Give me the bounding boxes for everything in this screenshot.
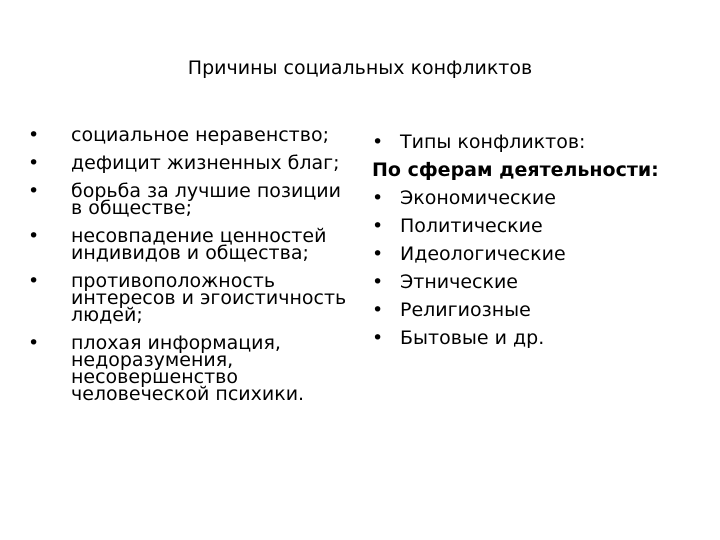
types-heading: • Типы конфликтов: — [372, 128, 717, 156]
slide-title: Причины социальных конфликтов — [187, 57, 533, 79]
cause-item: • несовпадение ценностей индивидов и общества; — [28, 228, 358, 262]
cause-item: • социальное неравенство; — [28, 127, 358, 144]
causes-list — [28, 124, 358, 414]
cause-item: • дефицит жизненных благ; — [28, 155, 358, 172]
type-item: • Идеологические — [372, 240, 717, 268]
cause-item: • борьба за лучшие позиции в обществе; — [28, 183, 358, 217]
type-item: • Экономические — [372, 184, 717, 212]
type-item: • Религиозные — [372, 296, 717, 324]
types-subheading: По сферам деятельности: — [372, 159, 659, 181]
cause-item: • плохая информация, недоразумения, несовершенство человеческой психики. — [28, 335, 358, 403]
type-item: • Этнические — [372, 268, 717, 296]
type-item: • Бытовые и др. — [372, 324, 717, 352]
type-item: • Политические — [372, 212, 717, 240]
conflict-types — [372, 128, 717, 352]
cause-item: • противоположность интересов и эгоистичность людей; — [28, 273, 358, 324]
